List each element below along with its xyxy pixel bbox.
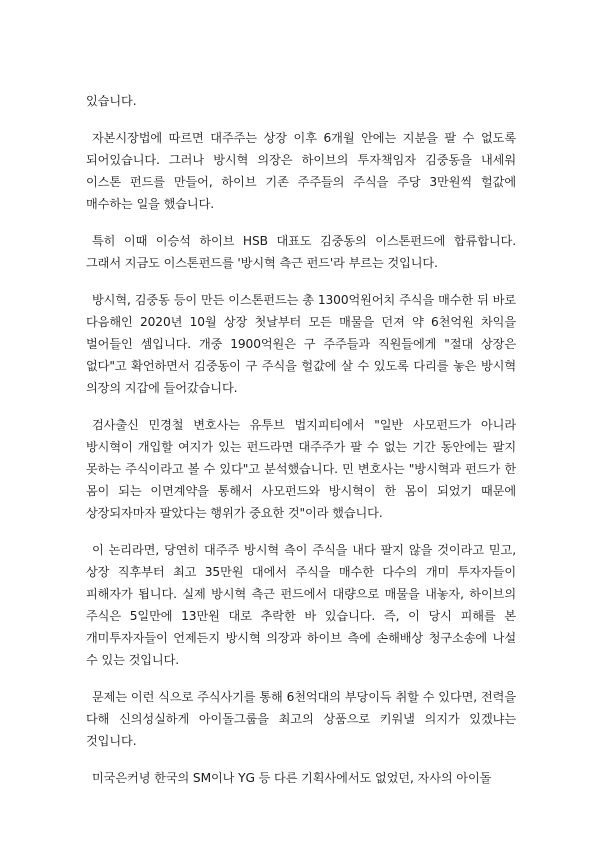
paragraph-capital-market-act: 자본시장법에 따르면 대주주는 상장 이후 6개월 안에는 지분을 팔 수 없도록 되어있습니다. 그러나 방시혁 의장은 하이브의 투자책임자 김중동을 내세워 이스톤 펀드를 만들어, 하이브 기존 주주들의 주식을 주당 3만원씩 헐값에 매수하는 일을 했습니다. bbox=[86, 131, 516, 211]
paragraph-retail-investors: 이 논리라면, 당연히 대주주 방시혁 측이 주식을 내다 팔지 않을 것이라고 믿고, 상장 직후부터 최고 35만원 대에서 주식을 매수한 다수의 개미 투자자들이 피해자가 됩니다. 실제 방시혁 측근 펀드에서 대량으로 매물을 내놓자, 하이브의 주식은 5일만에 13만원 대로 추락한 바 있습니다. 즉, 이 당시 피해를 본 개미투자자들이 언제든지 방시혁 의장과 하이브 측에 손해배상 청구소송에 나설 수 있는 것입니다. bbox=[86, 543, 516, 667]
document-body bbox=[86, 90, 516, 789]
paragraph-fund-profit: 방시혁, 김중동 등이 만든 이스톤펀드는 총 1300억원어치 주식을 매수한 뒤 바로 다음해인 2020년 10월 상장 첫날부터 모든 매물을 던져 약 6천억원 차익을 벌어들인 셈입니다. 개중 1900억원은 구 주주들과 직원들에게 "절대 상장은 없다"고 확언하면서 김중동이 구 주식을 헐값에 살 수 있도록 다리를 놓은 방시혁 의장의 지갑에 들어갔습니다. bbox=[86, 293, 516, 395]
paragraph-eastone-fund-join: 특히 이때 이승석 하이브 HSB 대표도 김중동의 이스톤펀드에 합류합니다. 그래서 지금도 이스톤펀드를 '방시혁 측근 펀드'라 부르는 것입니다. bbox=[86, 234, 516, 270]
paragraph-lawyer-analysis: 검사출신 민경철 변호사는 유투브 법지피티에서 "일반 사모펀드가 아니라 방시혁이 개입할 여지가 있는 펀드라면 대주주가 팔 수 없는 기간 동안에는 팔지 못하는 주식이라고 볼 수 있다"고 분석했습니다. 민 변호사는 "방시혁과 펀드가 한 몸이 되는 이면계약을 통해서 사모펀드와 방시혁이 한 몸이 되었기 때문에 상장되자마자 팔았다는 행위가 중요한 것"이라 했습니다. bbox=[86, 418, 516, 520]
paragraph-other-agencies: 미국은커녕 한국의 SM이나 YG 등 다른 기획사에서도 없었던, 자사의 아이돌 bbox=[92, 771, 492, 785]
paragraph-problem: 문제는 이런 식으로 주식사기를 통해 6천억대의 부당이득 취할 수 있다면, 전력을 다해 신의성실하게 아이돌그룹을 최고의 상품으로 키워낼 의지가 있겠냐는 것입니다. bbox=[86, 690, 516, 748]
paragraph-continuation: 있습니다. bbox=[86, 94, 137, 108]
